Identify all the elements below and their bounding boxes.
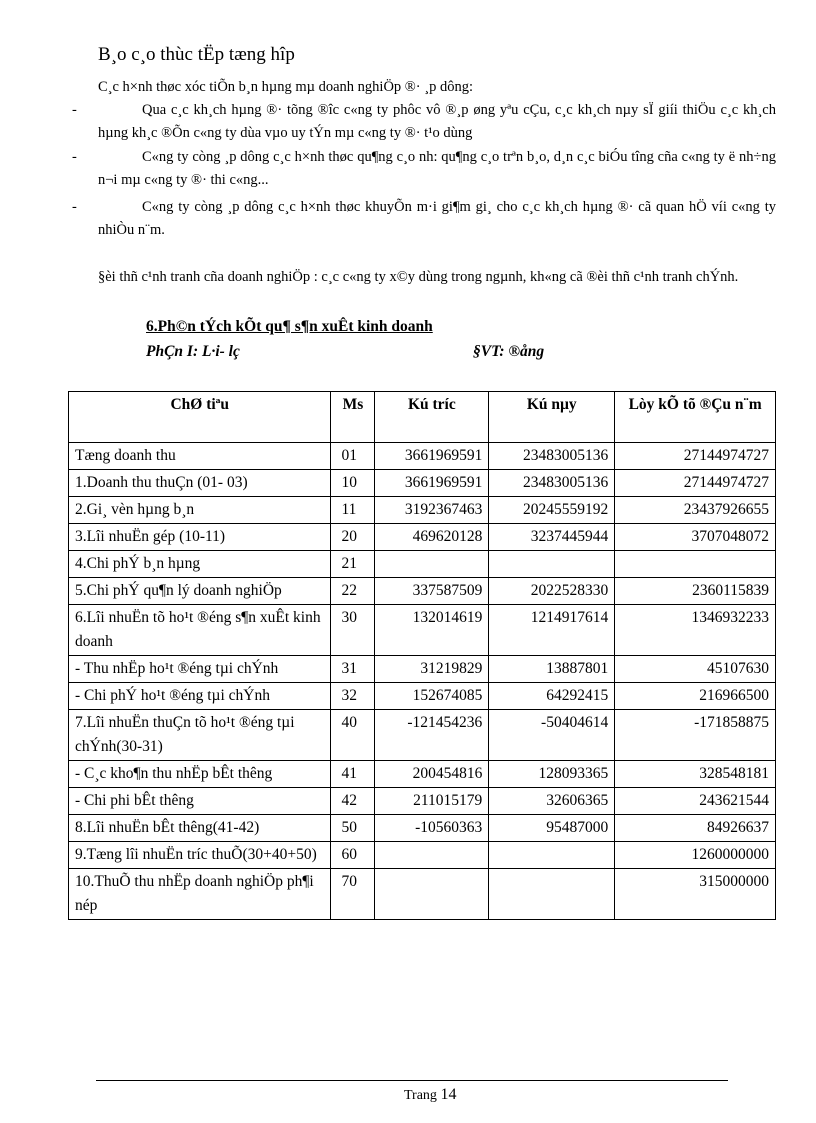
row-previous-cell: 152674085: [375, 683, 489, 710]
table-row: [69, 524, 776, 551]
table-row: [69, 497, 776, 524]
row-code-cell: 40: [331, 710, 375, 761]
row-indicator-cell: 4.Chi phÝ b¸n hµng: [69, 551, 331, 578]
header-indicator: ChØ tiªu: [69, 392, 331, 443]
row-cumulative-cell: 27144974727: [615, 443, 776, 470]
table-row: [69, 710, 776, 761]
page-heading: B¸o c¸o thùc tËp tæng hîp: [98, 44, 295, 65]
row-current-cell: 23483005136: [489, 443, 615, 470]
row-cumulative-cell: 23437926655: [615, 497, 776, 524]
row-code-cell: 32: [331, 683, 375, 710]
row-previous-cell: 211015179: [375, 788, 489, 815]
table-row: [69, 815, 776, 842]
row-indicator-cell: 6.Lîi nhuËn tõ ho¹t ®éng s¶n xuÊt kinh doanh: [69, 605, 331, 656]
competitor-text: §èi thñ c¹nh tranh cña doanh nghiÖp : c¸c c«ng ty x©y dùng trong ngµnh, kh«ng cã ®èi thñ c¹nh tranh chÝnh.: [98, 269, 739, 285]
row-code-cell: 20: [331, 524, 375, 551]
row-previous-cell: 3661969591: [375, 470, 489, 497]
row-previous-cell: 337587509: [375, 578, 489, 605]
row-previous-cell: [375, 551, 489, 578]
row-current-cell: 23483005136: [489, 470, 615, 497]
row-code-cell: 11: [331, 497, 375, 524]
table-row: [69, 656, 776, 683]
row-current-cell: 2022528330: [489, 578, 615, 605]
row-indicator-cell: Tæng doanh thu: [69, 443, 331, 470]
header-previous-period: Kú tríc: [375, 392, 489, 443]
header-current-period: Kú nµy: [489, 392, 615, 443]
row-current-cell: 32606365: [489, 788, 615, 815]
row-previous-cell: 3661969591: [375, 443, 489, 470]
row-cumulative-cell: 1260000000: [615, 842, 776, 869]
row-current-cell: 128093365: [489, 761, 615, 788]
bullet-item: C«ng ty còng ¸p dông c¸c h×nh thøc khuyÕn m·i gi¶m gi¸ cho c¸c kh¸ch hµng ®· cã quan hÖ víi c«ng ty nhiÒu n¨m.: [98, 199, 776, 238]
row-cumulative-cell: -171858875: [615, 710, 776, 761]
row-indicator-cell: 1.Doanh thu thuÇn (01- 03): [69, 470, 331, 497]
section-title: 6.Ph©n tÝch kÕt qu¶ s¶n xuÊt kinh doanh: [146, 318, 433, 335]
row-current-cell: 13887801: [489, 656, 615, 683]
row-cumulative-cell: [615, 551, 776, 578]
row-code-cell: 41: [331, 761, 375, 788]
row-previous-cell: [375, 869, 489, 920]
table-row: [69, 605, 776, 656]
row-cumulative-cell: 315000000: [615, 869, 776, 920]
bullet-dash: -: [72, 102, 77, 118]
table-row: [69, 443, 776, 470]
row-code-cell: 30: [331, 605, 375, 656]
row-current-cell: 1214917614: [489, 605, 615, 656]
row-code-cell: 42: [331, 788, 375, 815]
unit-label: §VT: ®ång: [473, 343, 545, 360]
table-row: [69, 788, 776, 815]
row-code-cell: 50: [331, 815, 375, 842]
bullet-item: Qua c¸c kh¸ch hµng ®· tõng ®îc c«ng ty phôc vô ®¸p øng yªu cÇu, c¸c kh¸ch nµy sÏ giíi thiÖu c¸c kh¸ch hµng kh¸c ®Õn c«ng ty dùa vµo uy tÝn mµ c«ng ty ®· t¹o dùng: [98, 102, 776, 141]
row-previous-cell: 31219829: [375, 656, 489, 683]
row-code-cell: 70: [331, 869, 375, 920]
table-row: [69, 842, 776, 869]
intro-text: C¸c h×nh thøc xóc tiÕn b¸n hµng mµ doanh nghiÖp ®· ¸p dông:: [98, 79, 473, 95]
row-indicator-cell: - C¸c kho¶n thu nhËp bÊt thêng: [69, 761, 331, 788]
row-cumulative-cell: 84926637: [615, 815, 776, 842]
row-cumulative-cell: 216966500: [615, 683, 776, 710]
row-cumulative-cell: 328548181: [615, 761, 776, 788]
row-current-cell: 3237445944: [489, 524, 615, 551]
row-current-cell: 64292415: [489, 683, 615, 710]
row-cumulative-cell: 45107630: [615, 656, 776, 683]
bullet-dash: -: [72, 199, 77, 215]
page-label: Trang: [404, 1088, 437, 1103]
row-indicator-cell: 2.Gi¸ vèn hµng b¸n: [69, 497, 331, 524]
row-cumulative-cell: 2360115839: [615, 578, 776, 605]
page-number: 14: [440, 1086, 457, 1103]
profit-loss-table: [68, 391, 776, 920]
row-previous-cell: [375, 842, 489, 869]
row-code-cell: 01: [331, 443, 375, 470]
table-row: [69, 470, 776, 497]
row-code-cell: 21: [331, 551, 375, 578]
row-current-cell: [489, 869, 615, 920]
bullet-item: C«ng ty còng ¸p dông c¸c h×nh thøc qu¶ng c¸o nh: qu¶ng c¸o trªn b¸o, d¸n c¸c biÓu tîng cña c«ng ty ë nh÷ng n¬i mµ c«ng ty ®· thi c«ng...: [98, 149, 776, 188]
row-code-cell: 31: [331, 656, 375, 683]
row-indicator-cell: 10.ThuÕ thu nhËp doanh nghiÖp ph¶i nép: [69, 869, 331, 920]
header-cumulative: Lòy kÕ tõ ®Çu n¨m: [615, 392, 776, 443]
row-previous-cell: 132014619: [375, 605, 489, 656]
part-label: PhÇn I: L·i- lç: [146, 343, 240, 360]
row-previous-cell: -10560363: [375, 815, 489, 842]
table-row: [69, 551, 776, 578]
bullet-dash: -: [72, 149, 77, 165]
row-indicator-cell: 8.Lîi nhuËn bÊt thêng(41-42): [69, 815, 331, 842]
row-indicator-cell: - Thu nhËp ho¹t ®éng tµi chÝnh: [69, 656, 331, 683]
table-row: [69, 683, 776, 710]
row-current-cell: [489, 842, 615, 869]
row-previous-cell: 469620128: [375, 524, 489, 551]
page-footer: [404, 1086, 456, 1104]
row-previous-cell: -121454236: [375, 710, 489, 761]
row-current-cell: -50404614: [489, 710, 615, 761]
footer-divider: [96, 1080, 728, 1081]
header-code: Ms: [331, 392, 375, 443]
row-code-cell: 60: [331, 842, 375, 869]
row-cumulative-cell: 1346932233: [615, 605, 776, 656]
row-cumulative-cell: 3707048072: [615, 524, 776, 551]
row-indicator-cell: - Chi phÝ ho¹t ®éng tµi chÝnh: [69, 683, 331, 710]
row-previous-cell: 3192367463: [375, 497, 489, 524]
row-current-cell: [489, 551, 615, 578]
row-code-cell: 22: [331, 578, 375, 605]
row-current-cell: 20245559192: [489, 497, 615, 524]
row-indicator-cell: 5.Chi phÝ qu¶n lý doanh nghiÖp: [69, 578, 331, 605]
table-header-row: [69, 392, 776, 443]
row-code-cell: 10: [331, 470, 375, 497]
row-indicator-cell: 9.Tæng lîi nhuËn tríc thuÕ(30+40+50): [69, 842, 331, 869]
table-row: [69, 869, 776, 920]
row-current-cell: 95487000: [489, 815, 615, 842]
table-row: [69, 578, 776, 605]
row-indicator-cell: 7.Lîi nhuËn thuÇn tõ ho¹t ®éng tµi chÝnh(30-31): [69, 710, 331, 761]
row-cumulative-cell: 243621544: [615, 788, 776, 815]
table-row: [69, 761, 776, 788]
row-indicator-cell: 3.Lîi nhuËn gép (10-11): [69, 524, 331, 551]
row-indicator-cell: - Chi phi bÊt thêng: [69, 788, 331, 815]
table-body: [69, 443, 776, 920]
row-cumulative-cell: 27144974727: [615, 470, 776, 497]
row-previous-cell: 200454816: [375, 761, 489, 788]
